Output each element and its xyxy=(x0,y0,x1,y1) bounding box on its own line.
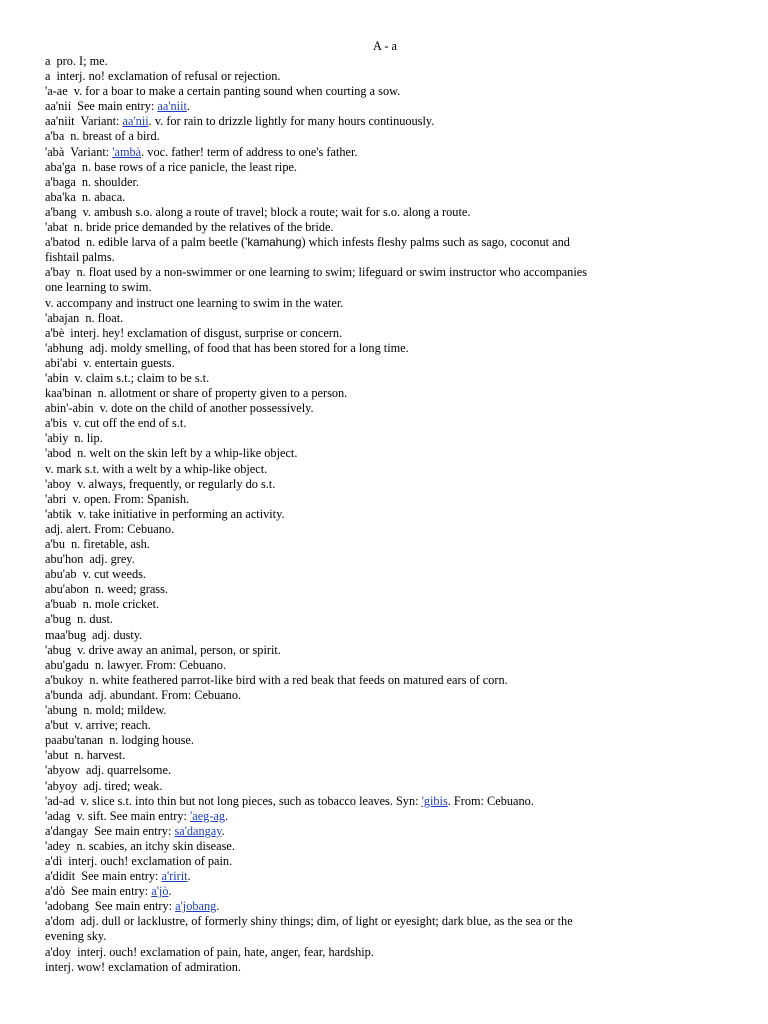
definition-text: adj. dull or lacklustre, of formerly shiny things; dim, of light or eyesight; dark blue, as the sea or the xyxy=(80,914,573,929)
headword: 'a-ae xyxy=(45,84,68,99)
definition-text: See main entry: xyxy=(94,899,176,914)
entry-line xyxy=(45,794,725,809)
headword: 'abut xyxy=(45,748,69,763)
entry-line xyxy=(45,854,725,869)
definition-text: n. base rows of a rice panicle, the least ripe. xyxy=(81,159,297,174)
definition-text: n. float used by a non-swimmer or one learning to swim; lifeguard or swim instructor who accompanies xyxy=(76,265,587,280)
definition-text: v. always, frequently, or regularly do s.t. xyxy=(77,476,276,491)
definition-text: adj. alert. From: Cebuano. xyxy=(45,521,175,536)
entry-line xyxy=(45,673,725,688)
definition-text: v. dote on the child of another possessively. xyxy=(99,401,314,416)
definition-text: adj. grey. xyxy=(89,552,135,567)
dictionary-page xyxy=(45,0,725,1024)
definition-text: interj. wow! exclamation of admiration. xyxy=(45,959,242,974)
headword: a'didit xyxy=(45,869,76,884)
entry-line xyxy=(45,779,725,794)
definition-text: adj. quarrelsome. xyxy=(86,763,172,778)
entry-line xyxy=(45,280,725,295)
entry-line xyxy=(45,296,725,311)
definition-text: See main entry: xyxy=(81,869,162,884)
entry-line xyxy=(45,416,725,431)
entry-line xyxy=(45,748,725,763)
headword: 'abyoy xyxy=(45,778,78,793)
entry-line xyxy=(45,733,725,748)
entry-line xyxy=(45,190,725,205)
entry-line xyxy=(45,884,725,899)
headword: 'abat xyxy=(45,220,68,235)
headword: a'doy xyxy=(45,944,72,959)
entry-line xyxy=(45,235,725,250)
definition-text: n. shoulder. xyxy=(81,174,139,189)
headword: 'abug xyxy=(45,642,72,657)
entry-line xyxy=(45,205,725,220)
entry-line xyxy=(45,477,725,492)
headword: 'adey xyxy=(45,838,71,853)
definition-text: n. edible larva of a palm beetle ( xyxy=(86,235,246,250)
entry-line xyxy=(45,356,725,371)
headword: a xyxy=(45,54,51,68)
definition-text: n. white feathered parrot-like bird with a red beak that feeds on matured ears of corn. xyxy=(89,672,508,687)
headword: abi'abi xyxy=(45,355,78,370)
entry-line xyxy=(45,839,725,854)
entry-line xyxy=(45,220,725,235)
definition-text: n. lodging house. xyxy=(109,733,194,748)
definition-text: n. scabies, an itchy skin disease. xyxy=(76,838,235,853)
entry-line xyxy=(45,507,725,522)
definition-text: v. sift. See main entry: xyxy=(76,808,191,823)
entry-line xyxy=(45,914,725,929)
headword: a xyxy=(45,69,51,84)
entry-line xyxy=(45,114,725,129)
definition-text: n. welt on the skin left by a whip-like object. xyxy=(77,446,298,461)
definition-text: v. accompany and instruct one learning to swim in the water. xyxy=(45,295,344,310)
definition-text: v. for a boar to make a certain panting sound when courting a sow. xyxy=(73,84,401,99)
definition-text: adj. dusty. xyxy=(92,627,143,642)
cross-reference-link[interactable]: a'jò xyxy=(151,884,169,899)
headword: 'adobang xyxy=(45,899,89,914)
entry-line xyxy=(45,99,725,114)
entry-line xyxy=(45,401,725,416)
headword: 'abyow xyxy=(45,763,80,778)
headword: a'but xyxy=(45,718,69,733)
definition-text: . voc. father! term of address to one's father. xyxy=(141,144,358,159)
headword: a'buab xyxy=(45,597,77,612)
entry-line xyxy=(45,582,725,597)
headword: aa'nii xyxy=(45,99,72,114)
definition-text: See main entry: xyxy=(77,99,158,114)
entry-line xyxy=(45,612,725,627)
definition-text: adj. moldy smelling, of food that has been stored for a long time. xyxy=(89,340,409,355)
headword: abin'-abin xyxy=(45,401,94,416)
term-sans: 'kamahung xyxy=(245,236,302,250)
headword: aa'niit xyxy=(45,114,75,129)
definition-text: . xyxy=(168,884,172,899)
entry-line xyxy=(45,643,725,658)
definition-text: See main entry: xyxy=(70,884,152,899)
entry-line xyxy=(45,552,725,567)
entry-line xyxy=(45,341,725,356)
definition-text: adj. abundant. From: Cebuano. xyxy=(88,687,242,702)
entry-line xyxy=(45,386,725,401)
cross-reference-link[interactable]: aa'nii xyxy=(122,114,149,129)
definition-text: Variant: xyxy=(70,144,113,159)
headword: 'abri xyxy=(45,491,67,506)
entry-line xyxy=(45,175,725,190)
definition-text: interj. ouch! exclamation of pain. xyxy=(68,853,233,868)
definition-text: ) which infests fleshy palms such as sago, coconut and xyxy=(301,235,570,250)
entry-line xyxy=(45,763,725,778)
headword: a'bis xyxy=(45,416,68,431)
entry-line xyxy=(45,371,725,386)
headword: paabu'tanan xyxy=(45,733,104,748)
definition-text: n. dust. xyxy=(77,612,113,627)
entry-line xyxy=(45,718,725,733)
headword: a'dò xyxy=(45,884,65,899)
definition-text: n. lip. xyxy=(74,431,103,446)
entry-line xyxy=(45,960,725,975)
definition-text: Variant: xyxy=(80,114,123,129)
headword: abu'ab xyxy=(45,567,77,582)
headword: abu'gadu xyxy=(45,657,89,672)
headword: 'adag xyxy=(45,808,71,823)
definition-text: n. breast of a bird. xyxy=(70,129,160,144)
headword: kaa'binan xyxy=(45,386,92,401)
entry-line xyxy=(45,537,725,552)
entry-line xyxy=(45,54,725,69)
headword: maa'bug xyxy=(45,627,87,642)
entry-line xyxy=(45,597,725,612)
definition-text: . xyxy=(216,899,220,914)
definition-text: n. bride price demanded by the relatives of the bride. xyxy=(73,220,334,235)
entry-line xyxy=(45,129,725,144)
entry-line xyxy=(45,84,725,99)
definition-text: . From: Cebuano. xyxy=(447,793,534,808)
headword: a'batod xyxy=(45,235,80,250)
definition-text: n. firetable, ash. xyxy=(70,537,150,551)
entry-line xyxy=(45,311,725,326)
headword: 'ad-ad xyxy=(45,793,75,808)
entry-line xyxy=(45,945,725,960)
headword: a'dangay xyxy=(45,823,89,838)
definition-text: . xyxy=(187,869,191,884)
definition-text: . xyxy=(221,823,225,838)
headword: a'ba xyxy=(45,129,65,144)
definition-text: interj. hey! exclamation of disgust, surprise or concern. xyxy=(70,325,343,340)
cross-reference-link[interactable]: a'ririt xyxy=(161,869,188,884)
headword: 'abiy xyxy=(45,431,69,446)
headword: 'abajan xyxy=(45,310,80,325)
entry-line xyxy=(45,326,725,341)
cross-reference-link[interactable]: a'jobang xyxy=(175,899,217,914)
cross-reference-link[interactable]: 'ambà xyxy=(112,144,142,159)
headword: a'bu xyxy=(45,537,65,551)
headword: 'abhung xyxy=(45,340,84,355)
definition-text: v. mark s.t. with a welt by a whip-like object. xyxy=(45,461,268,476)
entry-line xyxy=(45,929,725,944)
entry-line xyxy=(45,69,725,84)
definition-text: v. arrive; reach. xyxy=(74,718,151,733)
entry-line xyxy=(45,824,725,839)
definition-text: n. mold; mildew. xyxy=(83,703,167,718)
definition-text: n. lawyer. From: Cebuano. xyxy=(94,657,227,672)
headword: abu'hon xyxy=(45,552,84,567)
headword: a'bay xyxy=(45,265,71,280)
headword: a'bè xyxy=(45,325,65,340)
entry-line xyxy=(45,446,725,461)
entry-line xyxy=(45,567,725,582)
definition-text: interj. no! exclamation of refusal or rejection. xyxy=(56,69,281,84)
definition-text: one learning to swim. xyxy=(45,280,152,295)
headword: a'dì xyxy=(45,853,63,868)
headword: abu'abon xyxy=(45,582,89,597)
entry-line xyxy=(45,688,725,703)
cross-reference-link[interactable]: aa'niit xyxy=(157,99,187,114)
definition-text: n. weed; grass. xyxy=(94,582,168,597)
definition-text: v. claim s.t.; claim to be s.t. xyxy=(74,370,210,385)
definition-text: n. abaca. xyxy=(81,189,126,204)
headword: 'aboy xyxy=(45,476,72,491)
definition-text: v. entertain guests. xyxy=(83,355,175,370)
entry-line xyxy=(45,431,725,446)
cross-reference-link[interactable]: 'gibis xyxy=(421,793,448,808)
definition-text: adj. tired; weak. xyxy=(83,778,163,793)
entry-line xyxy=(45,703,725,718)
entry-line xyxy=(45,160,725,175)
definition-text: v. slice s.t. into thin but not long pieces, such as tobacco leaves. Syn: xyxy=(80,793,422,808)
definition-text: . v. for rain to drizzle lightly for many hours continuously. xyxy=(148,114,435,129)
definition-text: . xyxy=(225,808,229,823)
headword: aba'ka xyxy=(45,189,76,204)
entry-line xyxy=(45,492,725,507)
entry-line xyxy=(45,462,725,477)
cross-reference-link[interactable]: sa'dangay xyxy=(174,823,222,838)
entry-line xyxy=(45,658,725,673)
definition-text: v. drive away an animal, person, or spirit. xyxy=(77,642,281,657)
definition-text: n. allotment or share of property given to a person. xyxy=(97,386,348,401)
entry-line xyxy=(45,250,725,265)
definition-text: evening sky. xyxy=(45,929,107,944)
page-title: A - a xyxy=(373,39,397,53)
definition-text: interj. ouch! exclamation of pain, hate, anger, fear, hardship. xyxy=(77,944,374,959)
definition-text: . xyxy=(186,99,190,114)
definition-text: v. ambush s.o. along a route of travel; block a route; wait for s.o. along a route. xyxy=(82,204,471,219)
headword: 'abung xyxy=(45,703,78,718)
definition-text: v. open. From: Spanish. xyxy=(72,491,190,506)
entry-line xyxy=(45,265,725,280)
entry-line xyxy=(45,628,725,643)
definition-text: fishtail palms. xyxy=(45,250,115,265)
headword: 'abtik xyxy=(45,506,72,521)
definition-text: v. take initiative in performing an activity. xyxy=(77,506,285,521)
entry-line xyxy=(45,809,725,824)
headword: 'abod xyxy=(45,446,72,461)
definition-text: n. float. xyxy=(85,310,124,325)
headword: a'dom xyxy=(45,914,75,929)
entry-list xyxy=(45,54,725,975)
headword: a'bukoy xyxy=(45,672,84,687)
definition-text: n. harvest. xyxy=(74,748,126,763)
headword: a'bug xyxy=(45,612,72,627)
entry-line xyxy=(45,869,725,884)
definition-text: See main entry: xyxy=(94,823,175,838)
entry-line xyxy=(45,145,725,160)
headword: 'abà xyxy=(45,144,65,159)
headword: a'bang xyxy=(45,204,77,219)
cross-reference-link[interactable]: 'aeg-ag xyxy=(190,808,226,823)
entry-line xyxy=(45,522,725,537)
headword: a'baga xyxy=(45,174,76,189)
headword: 'abin xyxy=(45,370,69,385)
entry-line xyxy=(45,899,725,914)
definition-text: pro. I; me. xyxy=(56,54,108,68)
headword: a'bunda xyxy=(45,687,83,702)
definition-text: v. cut off the end of s.t. xyxy=(73,416,187,431)
definition-text: n. mole cricket. xyxy=(82,597,160,612)
headword: aba'ga xyxy=(45,159,76,174)
definition-text: v. cut weeds. xyxy=(82,567,146,582)
